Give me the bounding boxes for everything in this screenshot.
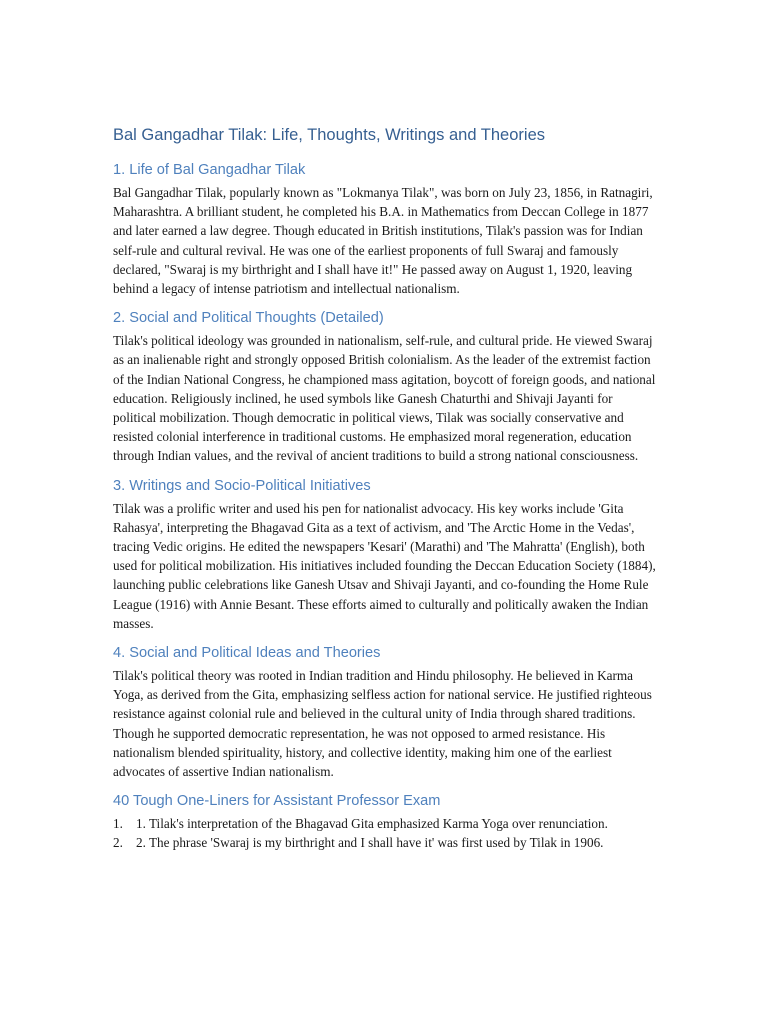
section-3-body: Tilak was a prolific writer and used his pen for nationalist advocacy. His key works include 'Gita Rahasya', interpreting the Bhagavad Gita as a text of activism, and 'The Arctic Home in the Vedas', tracing Vedic origins. He edited the newspapers 'Kesari' (Marathi) and 'The Mahratta' (English), both used for political mobilization. His initiatives included founding the Deccan Education Society (1884), launching public celebrations like Ganesh Utsav and Shivaji Jayanti, and co-founding the Home Rule League (1916) with Annie Besant. These efforts aimed to culturally and politically awaken the Indian masses.: [113, 500, 656, 631]
list-item-text: 1. Tilak's interpretation of the Bhagavad Gita emphasized Karma Yoga over renunciation.: [136, 816, 608, 832]
section-2-body: Tilak's political ideology was grounded in nationalism, self-rule, and cultural pride. He viewed Swaraj as an inalienable right and strongly opposed British colonialism. As the leader of the extremist faction of the Indian National Congress, he championed mass agitation, boycott of foreign goods, and national education. Religiously inclined, he used symbols like Ganesh Chaturthi and Shivaji Jayanti for political mobilization. Though democratic in political views, Tilak was socially conservative and resisted colonial interference in traditional customs. He emphasized moral regeneration, education through Indian values, and the revival of ancient traditions to build a strong national consciousness.: [113, 333, 656, 464]
document-title: Bal Gangadhar Tilak: Life, Thoughts, Writings and Theories: [113, 126, 545, 144]
one-liners-list: [113, 814, 658, 852]
section-1-body: Bal Gangadhar Tilak, popularly known as "Lokmanya Tilak", was born on July 23, 1856, in Ratnagiri, Maharashtra. A brilliant student, he completed his B.A. in Mathematics from Deccan College in 1877 and later earned a law degree. Though educated in British institutions, Tilak's passion was for Indian self-rule and cultural revival. He was one of the earliest proponents of full Swaraj and famously declared, "Swaraj is my birthright and I shall have it!" He passed away on August 1, 1920, leaving behind a legacy of intense patriotism and intellectual nationalism.: [113, 185, 653, 297]
list-item-number: 2.: [113, 835, 123, 851]
section-4-heading: 4. Social and Political Ideas and Theories: [113, 645, 381, 662]
list-item: [113, 814, 658, 833]
section-2-heading: 2. Social and Political Thoughts (Detailed): [113, 310, 384, 327]
section-3-heading: 3. Writings and Socio-Political Initiatives: [113, 477, 371, 494]
section-1-heading: 1. Life of Bal Gangadhar Tilak: [113, 162, 306, 178]
list-item: [113, 833, 658, 852]
one-liners-heading: 40 Tough One-Liners for Assistant Professor Exam: [113, 793, 441, 810]
list-item-text: 2. The phrase 'Swaraj is my birthright and I shall have it' was first used by Tilak in 1906.: [136, 835, 604, 851]
section-4-body: Tilak's political theory was rooted in Indian tradition and Hindu philosophy. He believed in Karma Yoga, as derived from the Gita, emphasizing selfless action for national service. He justified righteous resistance against colonial rule and believed in the cultural unity of India through shared traditions. Though he supported democratic representation, he was not opposed to armed resistance. His nationalism blended spirituality, history, and collective identity, making him one of the earliest advocates of assertive Indian nationalism.: [113, 668, 652, 780]
list-item-number: 1.: [113, 816, 123, 832]
